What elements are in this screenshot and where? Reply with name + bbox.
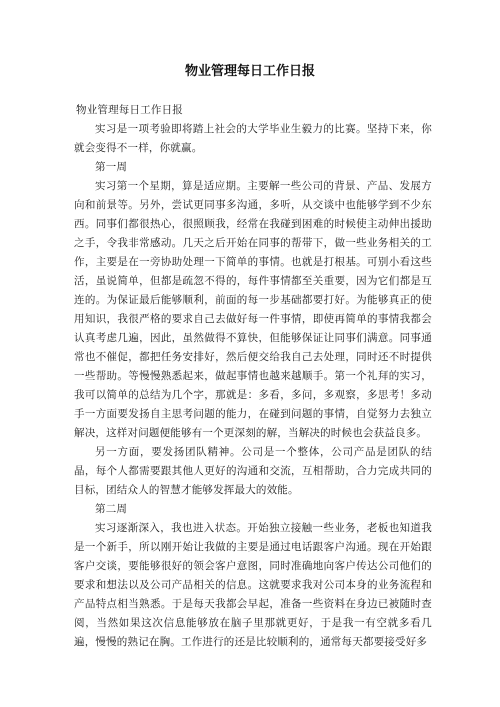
paragraph-teamwork: 另一方面，要发扬团队精神。公司是一个整体，公司产品是团队的结晶，每个人都需要跟其他人更好的沟通和交流，互相帮助，合力完成共同的目标，团结众人的智慧才能够发挥最大的效能。 <box>74 446 432 496</box>
paragraph-intro: 实习是一项考验即将踏上社会的大学毕业生毅力的比赛。坚持下来，你就会变得不一样，你就赢。 <box>74 123 432 154</box>
paragraph-week-1: 实习第一个星期，算是适应期。主要解一些公司的背景、产品、发展方向和前景等。另外，尝试更同事多沟通，多听，从交谈中也能够学到不少东西。同事们都很热心，很照顾我，经常在我碰到困难的时候使主动伸出援助之手，令我非常感动。几天之后开始在同事的帮带下，做一些业务相关的工作，主要是在一旁协助处理一下简单的事情。也就是打根基。可别小看这些活，虽说简单，但都是疏忽不得的，每件事情都至关重要，因为它们都是互连的。为保证最后能够顺利，前面的每一步基础都要打好。为能够真正的使用知识，我很严格的要求自己去做好每一件事情，即使再简单的事情我都会认真考虑几遍，因此，虽然做得不算快，但能够保证让同事们满意。同事通常也不催促，都把任务安排好，然后便交给我自己去处理，同时还不时提供一些帮助。等慢慢熟悉起来，做起事情也越来越顺手。第一个礼拜的实习，我可以简单的总结为几个字，那就是：多看，多问，多观察，多思考！多动手一方面要发扬自主思考问题的能力，在碰到问题的事情，自觉努力去独立解决，这样对问题便能够有一个更深刻的解，当解决的时候也会获益良多。 <box>74 180 432 439</box>
document-title: 物业管理每日工作日报 <box>184 64 315 79</box>
document-subtitle: 物业管理每日工作日报 <box>76 104 183 116</box>
section-heading-week-2: 第二周 <box>95 503 128 515</box>
paragraph-week-2: 实习逐渐深入，我也进入状态。开始独立接触一些业务，老板也知道我是一个新手，所以刚开始让我做的主要是通过电话跟客户沟通。现在开始跟客户交谈，要能够很好的领会客户意图，同时准确地向客户传达公司他们的要求和想法以及公司产品相关的信息。这就要求我对公司本身的业务流程和产品特点相当熟悉。于是每天我都会早起，准备一些资料在身边已被随时查阅，当然如果这次信息能够放在脑子里那就更好，于是我一有空就多看几遍，慢慢的熟记在胸。工作进行的还是比较顺利的，通常每天都要接受好多 <box>74 522 432 648</box>
section-heading-week-1: 第一周 <box>95 161 128 173</box>
document-body <box>74 101 432 652</box>
